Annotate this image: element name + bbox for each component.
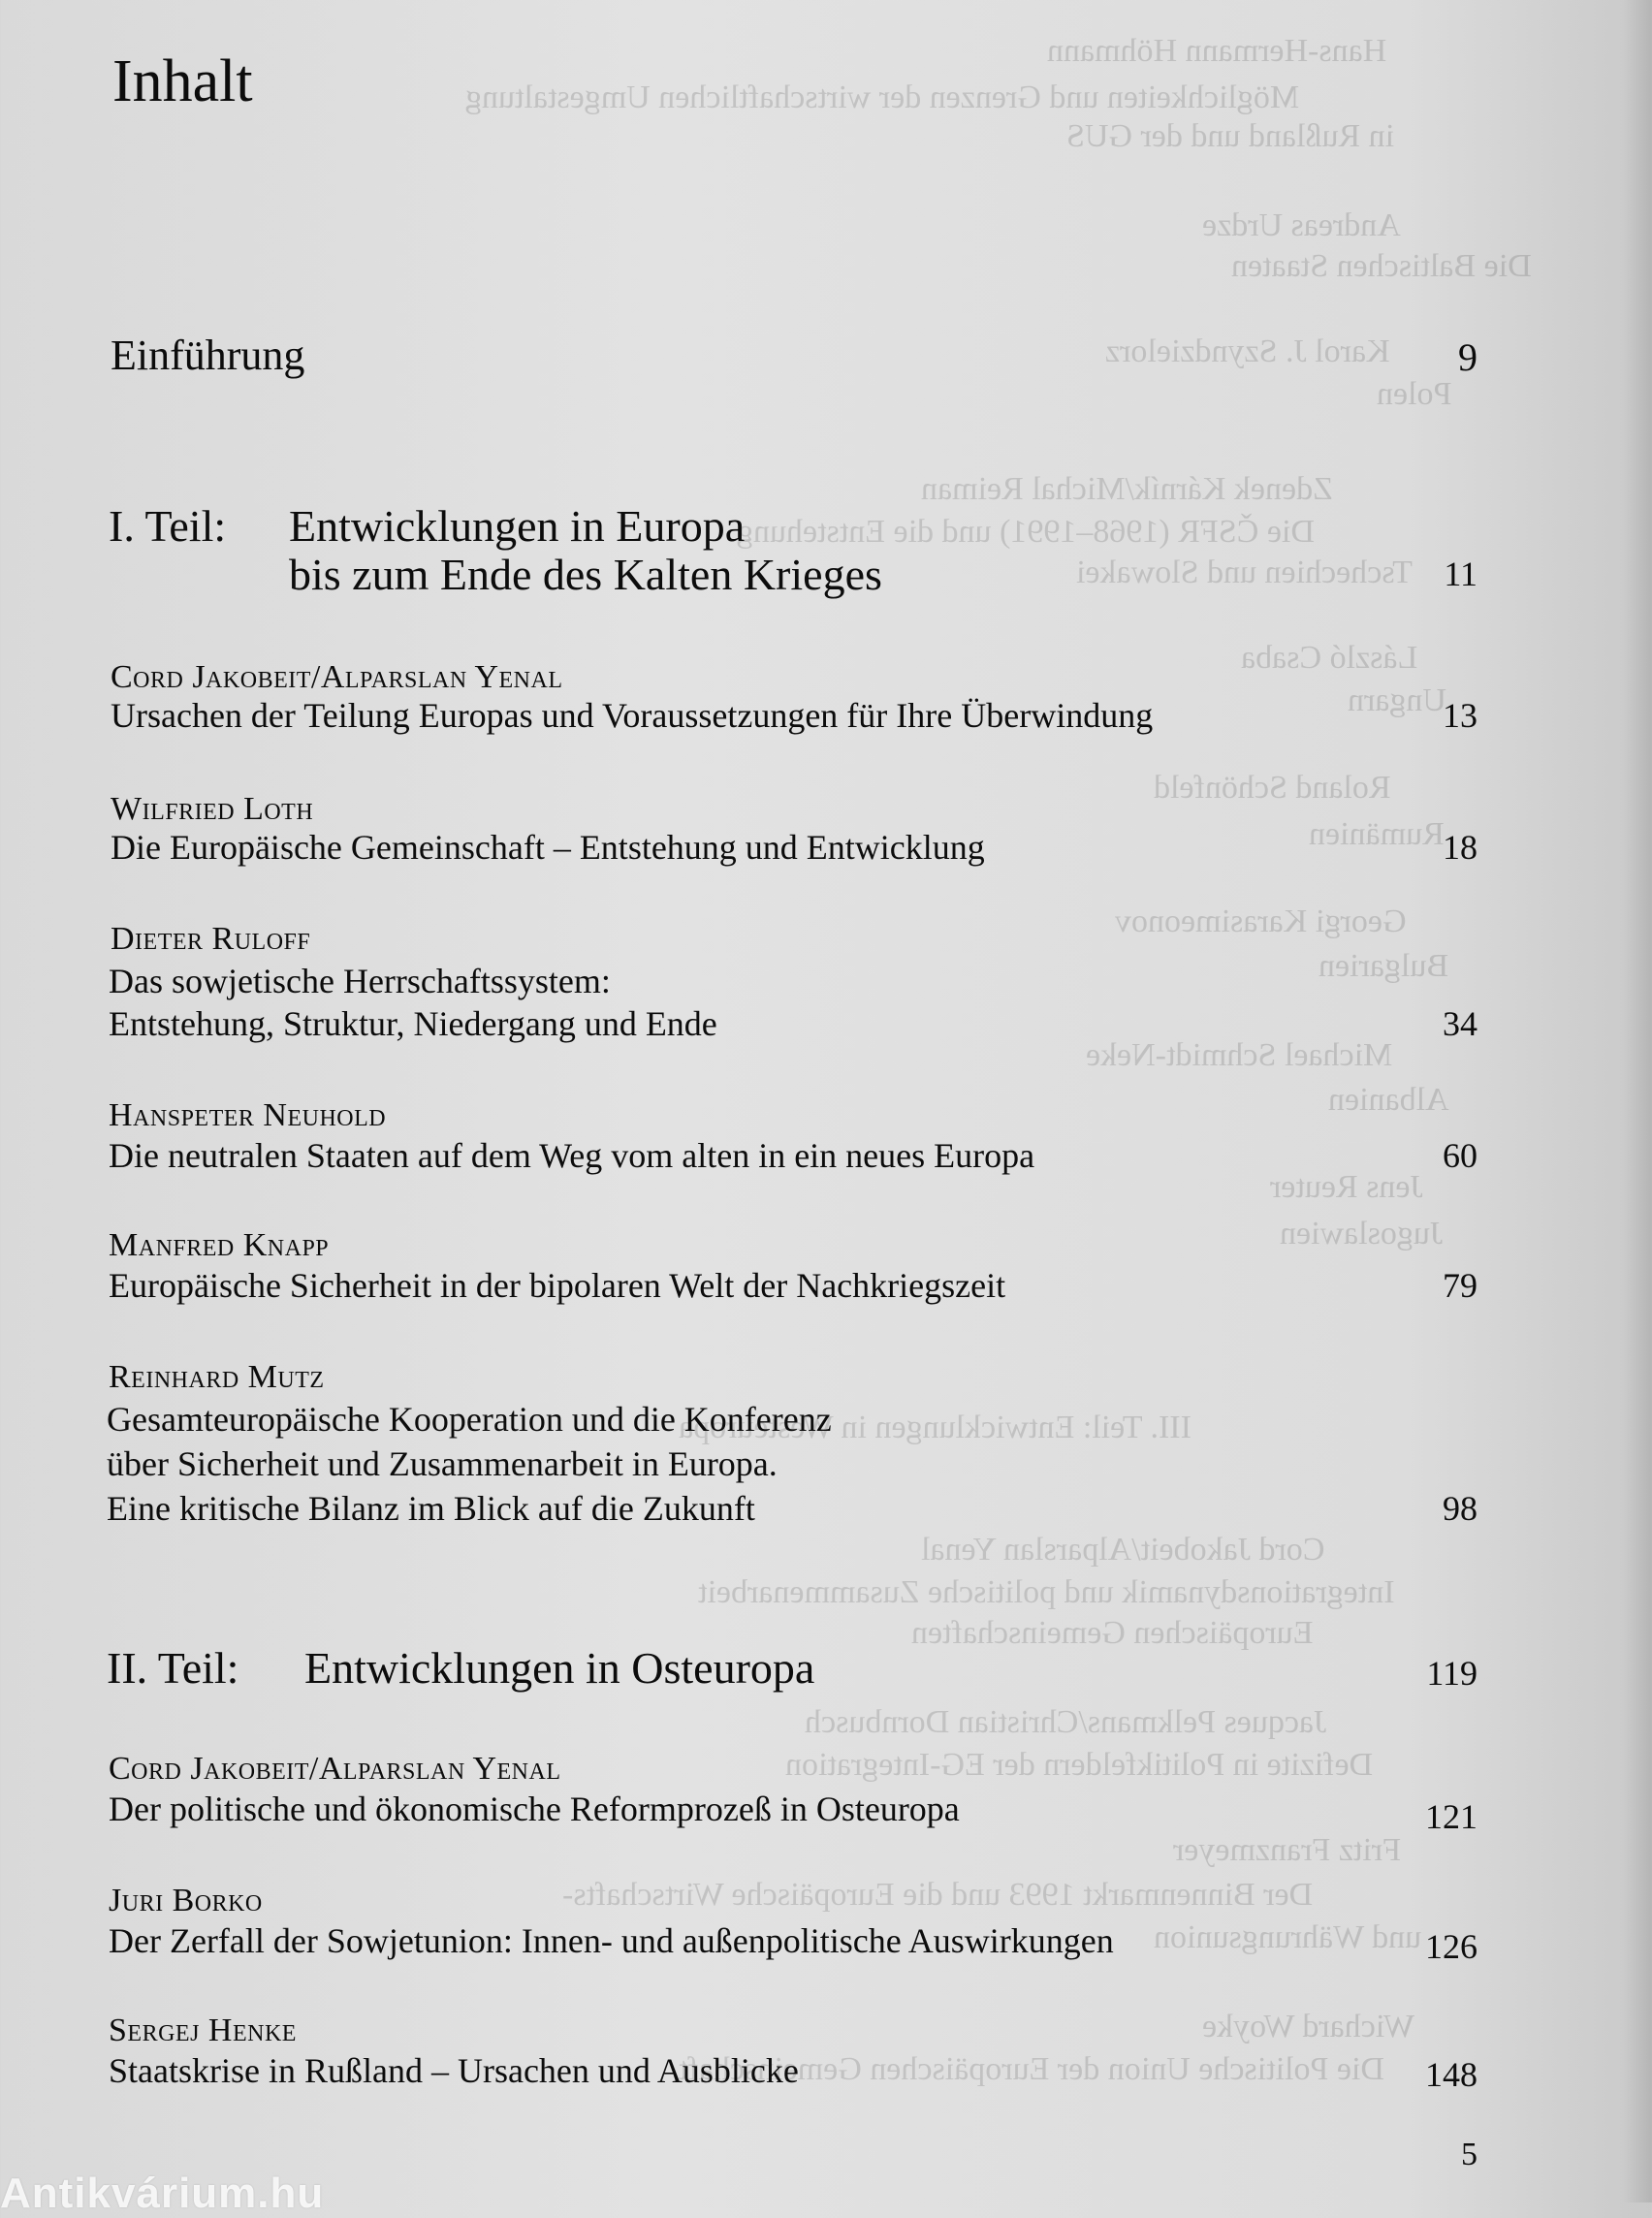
- entry-author: Juri Borko: [109, 1883, 263, 1918]
- entry-author: Dieter Ruloff: [111, 921, 311, 957]
- part2-label: II. Teil:: [107, 1643, 239, 1693]
- intro-page: 9: [1458, 335, 1477, 379]
- entry-author: Cord Jakobeit/Alparslan Yenal: [111, 659, 563, 695]
- entry-page: 13: [1443, 696, 1477, 735]
- intro-title: Einführung: [111, 332, 305, 379]
- entry-author: Sergej Henke: [109, 2012, 297, 2048]
- part2-title: Entwicklungen in Osteuropa: [304, 1643, 815, 1693]
- part1-title-line-2: bis zum Ende des Kalten Krieges: [289, 550, 882, 599]
- entry-title: Staatskrise in Rußland – Ursachen und Ausblicke: [109, 2051, 799, 2090]
- entry-page: 34: [1443, 1004, 1477, 1043]
- entry-title: Europäische Sicherheit in der bipolaren Welt der Nachkriegszeit: [109, 1266, 1006, 1305]
- entry-page: 148: [1425, 2055, 1477, 2094]
- entry-title: Der politische und ökonomische Reformprozeß in Osteuropa: [109, 1790, 960, 1828]
- entry-author: Manfred Knapp: [109, 1227, 330, 1263]
- entry-title-line-2: Entstehung, Struktur, Niedergang und Ende: [109, 1004, 717, 1043]
- entry-page: 126: [1425, 1927, 1477, 1966]
- entry-title-line-3: Eine kritische Bilanz im Blick auf die Zukunft: [107, 1489, 755, 1528]
- entry-page: 121: [1425, 1797, 1477, 1836]
- part1-title-line-1: Entwicklungen in Europa: [289, 501, 746, 551]
- page-title: Inhalt: [112, 48, 253, 114]
- entry-author: Wilfried Loth: [111, 791, 314, 827]
- entry-author: Reinhard Mutz: [109, 1359, 325, 1395]
- entry-title: Die neutralen Staaten auf dem Weg vom alten in ein neues Europa: [109, 1136, 1035, 1175]
- show-through-text: Hans-Hermann Höhmann Möglichkeiten und Grenzen der wirtschaftlichen Umgestaltung in Rußland und der GUS Andreas Urdze Die Baltischen Staaten Karol J. Szyndzielorz Polen Zdenek Kárník/Michal Reiman Die ČSFR (1968–1991) und die Entstehung Tschechien und Slowakei László Csaba Ungarn Roland Schönfeld Rumänien Georgi Karasimeonov Bulgarien Michael Schmidt-Neke Albanien Jens Reuter Jugoslawien III. Teil: Entwicklungen in Westeuropa Cord Jakobeit/Alparslan Yenal Integrationsdynamik und politische Zusammenarbeit Europäischen Gemeinschaften Jacques Pelkmans/Christian Dornbusch Defizite in Politikfeldern der EG-Integration Fritz Franzmeyer Der Binnenmarkt 1993 und die Europäische Wirtschafts- und Währungsunion Wichard Woyke Die Politische Union der Europäischen Gemeinschaft: [465, 33, 1532, 2087]
- entry-title: Ursachen der Teilung Europas und Voraussetzungen für Ihre Überwindung: [111, 696, 1154, 735]
- part2-page: 119: [1426, 1654, 1477, 1693]
- part1-label: I. Teil:: [109, 501, 227, 551]
- entry-title: Der Zerfall der Sowjetunion: Innen- und außenpolitische Auswirkungen: [109, 1921, 1114, 1960]
- entry-page: 79: [1443, 1266, 1477, 1305]
- entry-author: Hanspeter Neuhold: [109, 1097, 387, 1133]
- entry-title-line-2: über Sicherheit und Zusammenarbeit in Europa.: [107, 1444, 778, 1483]
- entry-page: 18: [1443, 828, 1477, 867]
- entry-title-line-1: Das sowjetische Herrschaftssystem:: [109, 962, 611, 1000]
- page-number: 5: [1461, 2137, 1477, 2172]
- part1-page: 11: [1444, 554, 1477, 593]
- entry-page: 60: [1443, 1136, 1477, 1175]
- entry-author: Cord Jakobeit/Alparslan Yenal: [109, 1751, 561, 1787]
- entry-page: 98: [1443, 1489, 1477, 1528]
- entry-title: Die Europäische Gemeinschaft – Entstehung und Entwicklung: [111, 828, 985, 867]
- entry-title-line-1: Gesamteuropäische Kooperation und die Konferenz: [107, 1400, 832, 1439]
- watermark-logo: Antikvárium.hu: [0, 2170, 325, 2217]
